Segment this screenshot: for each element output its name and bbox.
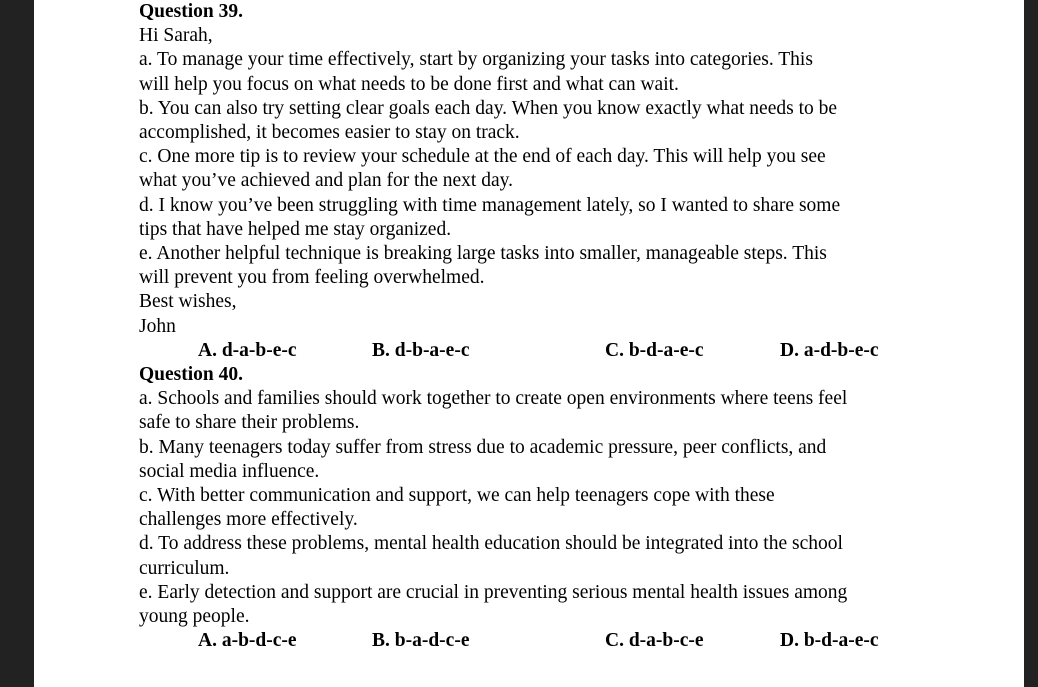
question-line: e. Early detection and support are crucial in preventing serious mental health issues among [139, 581, 848, 603]
option-b[interactable]: B. b-a-d-c-e [372, 630, 470, 652]
question-title: Question 40. [139, 364, 244, 386]
question-line: a. Schools and families should work together to create open environments where teens feel [139, 388, 848, 410]
question-line: young people. [139, 606, 250, 628]
question-line: c. With better communication and support, we can help teenagers cope with these [139, 485, 775, 507]
option-c[interactable]: C. b-d-a-e-c [605, 339, 704, 361]
question-line: John [139, 315, 176, 337]
question-line: d. I know you’ve been struggling with time management lately, so I wanted to share some [139, 194, 841, 216]
question-line: accomplished, it becomes easier to stay on track. [139, 122, 520, 144]
question-40 [139, 363, 914, 653]
question-line: what you’ve achieved and plan for the next day. [139, 170, 513, 192]
option-d[interactable]: D. b-d-a-e-c [780, 630, 879, 652]
option-c[interactable]: C. d-a-b-c-e [605, 630, 704, 652]
question-line: challenges more effectively. [139, 509, 358, 531]
question-line: curriculum. [139, 557, 230, 579]
question-39 [139, 0, 914, 363]
question-line: e. Another helpful technique is breaking large tasks into smaller, manageable steps. This [139, 243, 827, 265]
answer-options [139, 339, 914, 363]
question-line: c. One more tip is to review your schedule at the end of each day. This will help you see [139, 146, 826, 168]
question-line: a. To manage your time effectively, start by organizing your tasks into categories. This [139, 49, 813, 71]
question-line: tips that have helped me stay organized. [139, 218, 452, 240]
option-d[interactable]: D. a-d-b-e-c [780, 339, 879, 361]
document-page [34, 0, 1024, 687]
question-line: b. You can also try setting clear goals each day. When you know exactly what needs to be [139, 97, 838, 119]
question-line: b. Many teenagers today suffer from stress due to academic pressure, peer conflicts, and [139, 436, 827, 458]
question-line: safe to share their problems. [139, 412, 360, 434]
option-b[interactable]: B. d-b-a-e-c [372, 339, 470, 361]
question-line: will prevent you from feeling overwhelmed. [139, 267, 485, 289]
question-line: Best wishes, [139, 291, 237, 313]
question-title: Question 39. [139, 1, 244, 22]
document-content [139, 0, 914, 653]
question-line: will help you focus on what needs to be done first and what can wait. [139, 73, 679, 95]
question-line: social media influence. [139, 460, 320, 482]
question-line: Hi Sarah, [139, 25, 213, 47]
question-line: d. To address these problems, mental health education should be integrated into the school [139, 533, 843, 555]
answer-options [139, 629, 914, 653]
option-a[interactable]: A. a-b-d-c-e [198, 630, 297, 652]
option-a[interactable]: A. d-a-b-e-c [198, 339, 297, 361]
